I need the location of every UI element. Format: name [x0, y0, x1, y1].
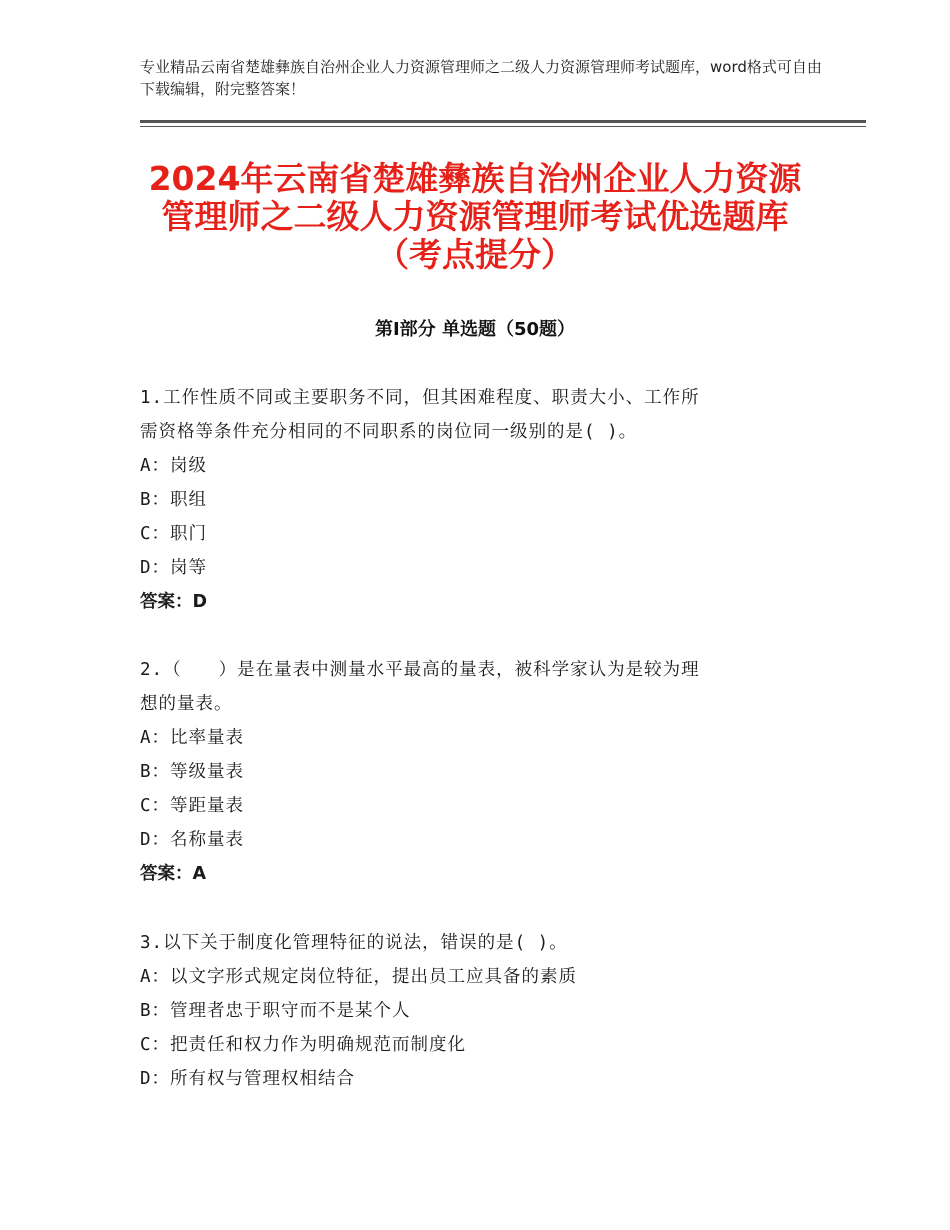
- option-d: D：岗等: [140, 558, 208, 578]
- question-3: [140, 926, 810, 1096]
- header-note: 专业精品云南省楚雄彝族自治州企业人力资源管理师之二级人力资源管理师考试题库，word格式可自由下载编辑，附完整答案！: [140, 58, 822, 98]
- question-stem-line: 2.（ ）是在量表中测量水平最高的量表，被科学家认为是较为理: [140, 660, 700, 680]
- option-c: C：等距量表: [140, 796, 245, 816]
- header-rule-thick: [140, 120, 866, 123]
- question-stem-line: 3.以下关于制度化管理特征的说法，错误的是( )。: [140, 933, 568, 953]
- option-d: D：名称量表: [140, 830, 245, 850]
- option-b: B：等级量表: [140, 762, 245, 782]
- option-a: A：岗级: [140, 456, 208, 476]
- title-line: 管理师之二级人力资源管理师考试优选题库: [161, 197, 789, 236]
- title-line: 2024年云南省楚雄彝族自治州企业人力资源: [148, 159, 802, 198]
- question-stem-line: 想的量表。: [140, 694, 233, 714]
- option-a: A：以文字形式规定岗位特征，提出员工应具备的素质: [140, 967, 578, 987]
- option-c: C：职门: [140, 524, 208, 544]
- question-stem-line: 1.工作性质不同或主要职务不同，但其困难程度、职责大小、工作所: [140, 388, 700, 408]
- question-stem-line: 需资格等条件充分相同的不同职系的岗位同一级别的是( )。: [140, 422, 638, 442]
- answer: 答案：D: [140, 592, 208, 612]
- question-1: [140, 381, 810, 619]
- option-d: D：所有权与管理权相结合: [140, 1069, 356, 1089]
- option-b: B：职组: [140, 490, 208, 510]
- option-c: C：把责任和权力作为明确规范而制度化: [140, 1035, 467, 1055]
- header-rule-thin: [140, 126, 866, 127]
- option-a: A：比率量表: [140, 728, 245, 748]
- question-2: [140, 653, 810, 891]
- answer: 答案：A: [140, 864, 207, 884]
- title-line: （考点提分）: [376, 235, 574, 274]
- section-heading: 第Ⅰ部分 单选题（50题）: [374, 319, 575, 340]
- option-b: B：管理者忠于职守而不是某个人: [140, 1001, 411, 1021]
- document-title: [100, 160, 850, 274]
